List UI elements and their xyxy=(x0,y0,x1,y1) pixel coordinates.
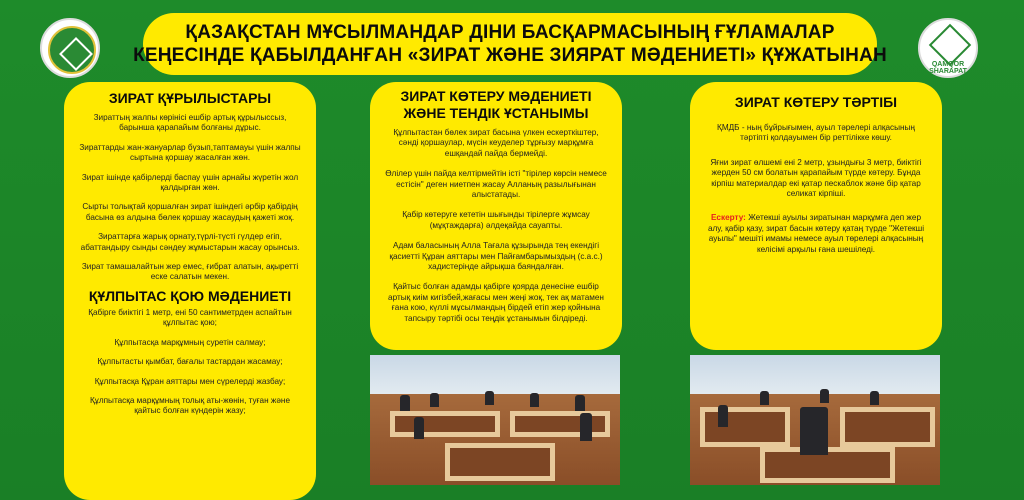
grave-border xyxy=(390,411,500,437)
left-paragraph: Зират тамашалайтын жер емес, ғибрат алатын, ақыретті еске салатын мекен. xyxy=(81,262,299,282)
gravestone xyxy=(400,395,410,411)
left-paragraph: Зираттың жалпы көрінісі ешбір артық құрылыссыз, барынша қарапайым болғаны дұрыс. xyxy=(93,113,287,133)
panel-burial-order xyxy=(690,82,942,350)
gravestone xyxy=(820,389,829,403)
gravestone xyxy=(485,391,494,405)
cemetery-photo-1 xyxy=(370,355,620,485)
gravestone xyxy=(870,391,879,405)
gravestone xyxy=(718,405,728,427)
cemetery-photo-2 xyxy=(690,355,940,485)
left-sub-paragraph: Құлпытасқа марқұмның суретін салмау; xyxy=(114,337,266,347)
right-note xyxy=(704,213,928,255)
grave-border xyxy=(510,411,610,437)
gravestone xyxy=(430,393,439,407)
grave-border xyxy=(700,407,790,447)
middle-paragraph: Құлпытастан бөлек зират басына үлкен ескерткіштер, сәнді қоршаулар, мүсін кеуделер тұрғызу марқұмға ешқандай пайда бермейді. xyxy=(393,128,599,158)
logo-left-emblem xyxy=(40,18,100,78)
panel-middle-title-2: ЖӘНЕ ТЕНДІК ҰСТАНЫМЫ xyxy=(403,105,589,121)
panel-left-title: ЗИРАТ ҚҰРЫЛЫСТАРЫ xyxy=(108,90,272,106)
left-paragraph: Зираттарды жан-жануарлар бүзып,таптамауы үшін жалпы сыртына қоршау жасалған жөн. xyxy=(79,142,301,163)
left-paragraph: Зират ішінде қабірлерді баспау үшін арнайы жүретін жол қалдырған жөн. xyxy=(81,172,299,193)
middle-paragraph: Өлілер үшін пайда келтірмейтін істі "тірілер көрсін немесе естісін" деген ниетпен жасау Алланың разылығынан алыстатады. xyxy=(385,169,607,200)
title-line-2: КЕҢЕСІНДЕ ҚАБЫЛДАНҒАН «ЗИРАТ ЖӘНЕ ЗИЯРАТ МӘДЕНИЕТІ» ҚҰЖАТЫНАН xyxy=(133,45,887,66)
left-sub-paragraph: Құлпытасқа марқұмның толық аты-жөнін, туған және қайтыс болған күндерін жазу; xyxy=(89,395,291,416)
gravestone xyxy=(575,395,585,411)
panel-left-subtitle: ҚҰЛПЫТАС ҚОЮ МӘДЕНИЕТІ xyxy=(88,287,292,304)
emblem-square-icon xyxy=(929,24,971,66)
middle-paragraph: Адам баласының Алла Тағала құзырында тең екендігі қасиетті Құран аяттары мен Пайғамбарымыздың (с.а.с.) хадистерінде айрықша баяндалған. xyxy=(389,241,603,272)
left-sub-paragraph: Құлпытасты қымбат, бағалы тастардан жасамау; xyxy=(97,357,283,367)
panel-middle-title-1: ЗИРАТ КӨТЕРУ МӘДЕНИЕТІ xyxy=(400,88,592,104)
panel-right-title: ЗИРАТ КӨТЕРУ ТӘРТІБІ xyxy=(734,94,898,110)
gravestone xyxy=(414,417,424,439)
gravestone xyxy=(530,393,539,407)
left-paragraph: Зираттарға жарық орнату,түрлі-түсті гүлдер егіп, абаттандыру сынды сәндеу жұмыстарын жасау орынсыз. xyxy=(80,232,300,252)
note-text: Жетекші ауылы зиратынан марқұмға деп жер алу, қабір қазу, зират басын көтеру қатаң түрде "Жетекші ауылы" мешіті имамы немесе ауыл төрелері алқасының келісімі арқылы ғана шешіледі. xyxy=(707,213,925,254)
note-label: Ескерту: xyxy=(710,213,746,223)
middle-paragraph: Қабір көтеруге кететін шығынды тірілерге жұмсау (мұқтаждарға) әлдеқайда сауапты. xyxy=(402,210,590,230)
emblem-circle xyxy=(48,26,96,74)
logo-right-caption: QAMQOR SHARAPAT xyxy=(929,61,967,75)
emblem-mark-icon xyxy=(59,37,93,71)
title-banner xyxy=(133,13,887,75)
left-sub-paragraph: Қабірге биіктігі 1 метр, ені 50 сантиметрден аспайтын құлпытас қою; xyxy=(88,307,292,328)
left-sub-paragraph: Құлпытасқа Құран аяттары мен сүрелерді жазбау; xyxy=(94,376,286,386)
left-paragraph: Сырты толықтай қоршалған зират ішіндегі әрбір қабірдің басына өз алдына бөлек қоршау жасаудың қажеті жоқ. xyxy=(82,202,298,222)
panel-burial-culture xyxy=(370,82,622,350)
gravestone xyxy=(580,413,592,441)
grave-border xyxy=(445,443,555,481)
right-paragraph: ҚМДБ - ның бұйрығымен, ауыл тәрелері алқасының тәртіпті қолдауымен бір реттілікке көшу. xyxy=(717,123,915,143)
gravestone xyxy=(800,407,828,455)
right-paragraph: Яғни зират өлшемі ені 2 метр, ұзындығы 3 метр, биіктігі жерден 50 см болатын қарапайым түрде көтеру. Бұнда кірпіш материалдар екі қатар пескаблок және бір қатар селикат кірпіші. xyxy=(710,157,922,199)
grave-border xyxy=(840,407,935,447)
middle-paragraph: Қайтыс болған адамды қабірге қоярда денесіне ешбір артық киім кигізбей,жағасы мен жеңі жоқ, тек ақ матамен ғана кою, күллі мұсылмандың бірдей етіп жер қойнына тапсыру тәртібі осы теңдік ұстанымын білдіреді. xyxy=(388,282,604,323)
logo-right-emblem xyxy=(918,18,978,78)
panel-cemetery-structures xyxy=(64,82,316,500)
gravestone xyxy=(760,391,769,405)
title-line-1: ҚАЗАҚСТАН МҰСЫЛМАНДАР ДІНИ БАСҚАРМАСЫНЫҢ ҒҰЛАМАЛАР xyxy=(185,22,835,43)
